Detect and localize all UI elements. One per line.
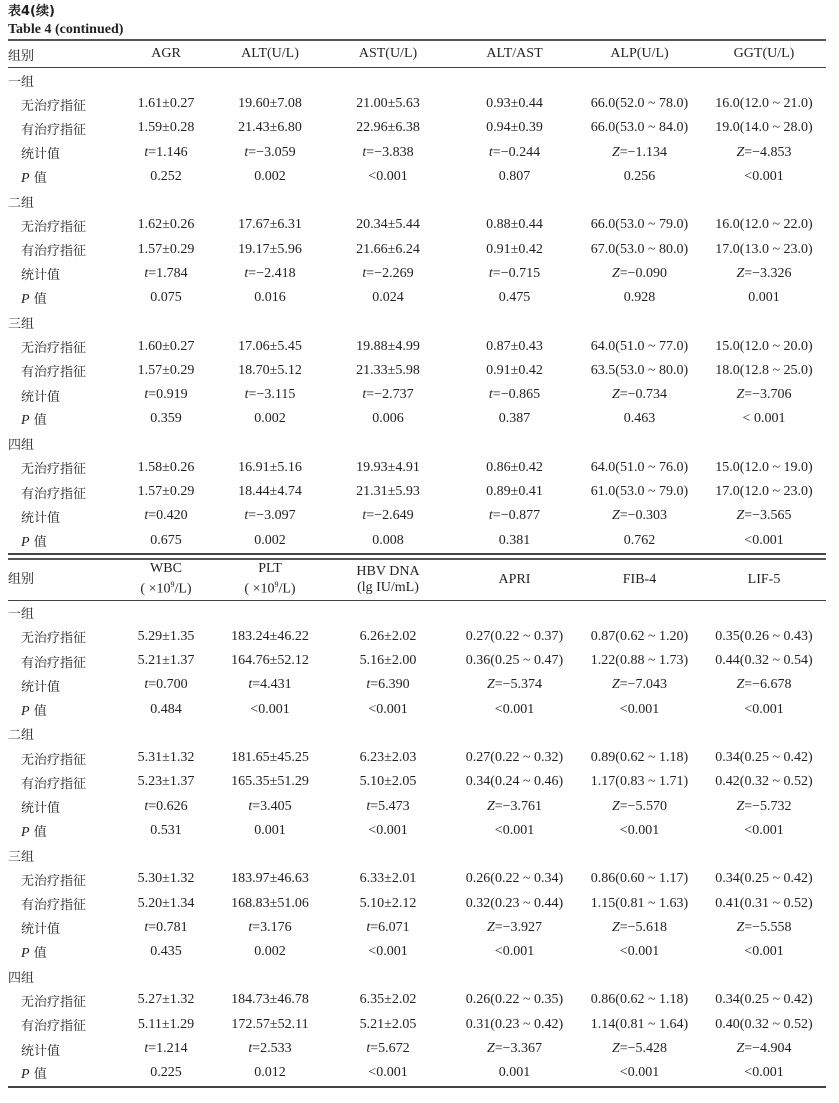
cell: 183.24±46.22 bbox=[231, 628, 309, 644]
group-row bbox=[8, 964, 826, 988]
cell: Z=−5.428 bbox=[611, 1041, 668, 1057]
table-row-indication bbox=[8, 116, 826, 140]
group-label: 二组 bbox=[8, 728, 35, 744]
cell: <0.001 bbox=[702, 528, 826, 553]
cell: Z=−3.761 bbox=[486, 798, 543, 814]
cell: 61.0(53.0 ~ 79.0) bbox=[590, 484, 689, 499]
cell: <0.001 bbox=[324, 1061, 452, 1086]
cell: <0.001 bbox=[368, 701, 408, 717]
row-label: 统计值 bbox=[21, 268, 61, 284]
cell: 5.21±1.37 bbox=[137, 653, 195, 669]
cell: t=−3.838 bbox=[362, 144, 414, 160]
caption-chinese: 表4(续) bbox=[8, 4, 55, 19]
cell: 0.86(0.60 ~ 1.17) bbox=[590, 871, 689, 887]
cell: 0.91±0.42 bbox=[486, 241, 543, 257]
cell: Z=−7.043 bbox=[611, 677, 668, 693]
cell: 17.67±6.31 bbox=[238, 217, 302, 233]
column-header: GGT(U/L) bbox=[702, 40, 826, 68]
cell: <0.001 bbox=[494, 822, 535, 838]
cell: t=5.672 bbox=[366, 1041, 410, 1057]
cell: Z=−3.706 bbox=[736, 387, 792, 403]
table-row-statistic bbox=[8, 504, 826, 528]
table-row-statistic bbox=[8, 1037, 826, 1061]
cell: t=−0.877 bbox=[488, 508, 541, 524]
cell: Z=−6.678 bbox=[736, 677, 792, 693]
row-label: P 值 bbox=[21, 292, 47, 308]
cell: 21.66±6.24 bbox=[356, 241, 420, 257]
cell: 15.0(12.0 ~ 20.0) bbox=[715, 338, 813, 354]
cell: t=0.919 bbox=[144, 387, 188, 403]
cell: 19.0(14.0 ~ 28.0) bbox=[715, 120, 813, 136]
cell: Z=−0.090 bbox=[611, 265, 668, 281]
row-label: 无治疗指征 bbox=[21, 341, 87, 357]
cell: 168.83±51.06 bbox=[231, 895, 309, 911]
cell: 0.008 bbox=[324, 528, 452, 553]
table-row-p-value bbox=[8, 407, 826, 431]
group-row bbox=[8, 310, 826, 334]
cell: 0.88±0.44 bbox=[486, 217, 543, 233]
row-label: 有治疗指征 bbox=[21, 898, 87, 914]
cell: Z=−1.134 bbox=[611, 144, 668, 160]
row-label: 有治疗指征 bbox=[21, 122, 87, 138]
cell: 5.29±1.35 bbox=[137, 628, 195, 644]
cell: 1.57±0.29 bbox=[137, 241, 195, 257]
cell: 17.06±5.45 bbox=[238, 338, 302, 354]
cell: 6.33±2.01 bbox=[359, 871, 417, 887]
cell: 1.59±0.28 bbox=[137, 120, 195, 136]
cell: Z=−5.558 bbox=[736, 919, 792, 935]
table-liver-function bbox=[8, 39, 826, 555]
row-label: P 值 bbox=[21, 824, 47, 840]
cell: t=−2.737 bbox=[362, 387, 414, 403]
cell: 0.91±0.42 bbox=[486, 362, 543, 378]
column-header-lif5: LIF-5 bbox=[702, 559, 826, 601]
cell: Z=−4.853 bbox=[736, 144, 792, 160]
table-row-statistic bbox=[8, 795, 826, 819]
cell: 0.35(0.26 ~ 0.43) bbox=[715, 628, 813, 644]
cell: 22.96±6.38 bbox=[356, 120, 420, 136]
cell: 5.16±2.00 bbox=[359, 653, 417, 669]
cell: 66.0(53.0 ~ 84.0) bbox=[590, 120, 689, 136]
row-label: 统计值 bbox=[21, 147, 61, 163]
cell: 1.22(0.88 ~ 1.73) bbox=[590, 653, 689, 669]
cell: <0.001 bbox=[619, 944, 660, 960]
cell: t=−0.865 bbox=[488, 387, 541, 403]
cell: 5.30±1.32 bbox=[137, 871, 195, 887]
table-row-statistic bbox=[8, 262, 826, 286]
table-row-statistic bbox=[8, 673, 826, 697]
cell: 19.17±5.96 bbox=[238, 241, 302, 257]
table-row-statistic bbox=[8, 141, 826, 165]
cell: t=4.431 bbox=[248, 677, 292, 693]
cell: 0.675 bbox=[116, 528, 216, 553]
cell: 165.35±51.29 bbox=[231, 774, 309, 790]
cell: 16.0(12.0 ~ 21.0) bbox=[715, 96, 813, 112]
table-row-indication bbox=[8, 770, 826, 794]
cell: 0.435 bbox=[150, 944, 182, 960]
cell: t=−3.059 bbox=[244, 144, 296, 160]
cell: t=−3.115 bbox=[244, 387, 296, 403]
row-label: 统计值 bbox=[21, 801, 61, 817]
column-header: AGR bbox=[116, 40, 216, 68]
cell: 63.5(53.0 ~ 80.0) bbox=[590, 362, 689, 378]
row-label: 有治疗指征 bbox=[21, 486, 87, 502]
caption-english: Table 4 (continued) bbox=[8, 22, 124, 37]
row-label: P 值 bbox=[21, 946, 47, 962]
column-header-group: 组别 bbox=[8, 40, 116, 68]
cell: 16.0(12.0 ~ 22.0) bbox=[715, 217, 813, 233]
cell: 5.27±1.32 bbox=[137, 992, 195, 1008]
table-row-indication bbox=[8, 891, 826, 915]
cell: 1.15(0.81 ~ 1.63) bbox=[590, 895, 689, 911]
cell: 18.70±5.12 bbox=[238, 362, 302, 378]
table-row-no-indication bbox=[8, 334, 826, 358]
cell: 19.88±4.99 bbox=[356, 338, 420, 354]
cell: 64.0(51.0 ~ 76.0) bbox=[590, 459, 689, 475]
cell: Z=−3.326 bbox=[736, 265, 792, 281]
cell: 0.484 bbox=[150, 701, 182, 717]
cell: t=−2.269 bbox=[362, 265, 414, 281]
cell: <0.001 bbox=[744, 822, 784, 838]
cell: <0.001 bbox=[494, 944, 535, 960]
group-label: 四组 bbox=[8, 438, 35, 454]
cell: 1.61±0.27 bbox=[137, 96, 195, 112]
cell: Z=−5.374 bbox=[486, 677, 543, 693]
table-body bbox=[8, 68, 826, 554]
cell: t=3.176 bbox=[248, 919, 292, 935]
cell: 0.002 bbox=[254, 944, 286, 960]
column-header-wbc: WBC ( $\times 10^9/L$) bbox=[116, 559, 216, 601]
cell: 0.006 bbox=[372, 411, 404, 427]
cell: 0.27(0.22 ~ 0.32) bbox=[465, 750, 564, 766]
cell: <0.001 bbox=[494, 701, 535, 717]
cell: 17.0(13.0 ~ 23.0) bbox=[715, 241, 813, 257]
row-label: 有治疗指征 bbox=[21, 244, 87, 260]
cell: 64.0(51.0 ~ 77.0) bbox=[590, 338, 689, 354]
cell: 0.94±0.39 bbox=[486, 120, 543, 136]
cell: 0.016 bbox=[254, 290, 286, 306]
cell: t=−0.244 bbox=[488, 144, 541, 160]
cell: 0.252 bbox=[150, 169, 182, 185]
cell: 0.27(0.22 ~ 0.37) bbox=[465, 628, 564, 644]
cell: t=−2.418 bbox=[244, 265, 296, 281]
group-label: 一组 bbox=[8, 607, 35, 623]
cell: Z=−5.618 bbox=[611, 919, 668, 935]
cell: 67.0(53.0 ~ 80.0) bbox=[590, 241, 689, 257]
row-label: 无治疗指征 bbox=[21, 752, 87, 768]
cell: 0.32(0.23 ~ 0.44) bbox=[465, 895, 564, 911]
cell: 1.17(0.83 ~ 1.71) bbox=[590, 774, 689, 790]
cell: t=0.781 bbox=[144, 919, 188, 935]
cell: Z=−3.565 bbox=[736, 508, 792, 524]
cell: Z=−5.732 bbox=[736, 798, 792, 814]
cell: 19.93±4.91 bbox=[356, 459, 420, 475]
cell: 0.34(0.25 ~ 0.42) bbox=[715, 750, 813, 766]
row-label: 统计值 bbox=[21, 510, 61, 526]
cell: 0.002 bbox=[216, 528, 324, 553]
cell: 0.225 bbox=[116, 1061, 216, 1086]
cell: 0.93±0.44 bbox=[486, 96, 543, 112]
cell: 0.531 bbox=[150, 822, 182, 838]
cell: <0.001 bbox=[744, 944, 784, 960]
cell: Z=−3.927 bbox=[486, 919, 543, 935]
table-row-no-indication bbox=[8, 988, 826, 1012]
cell: Z=−3.367 bbox=[486, 1041, 543, 1057]
cell: 0.26(0.22 ~ 0.34) bbox=[465, 871, 564, 887]
cell: 0.928 bbox=[623, 290, 656, 306]
table-row-statistic bbox=[8, 916, 826, 940]
group-row bbox=[8, 432, 826, 456]
table-header-row bbox=[8, 559, 826, 601]
cell: 0.807 bbox=[498, 169, 531, 185]
cell: t=0.626 bbox=[144, 798, 188, 814]
cell: Z=−4.904 bbox=[736, 1041, 792, 1057]
cell: 1.60±0.27 bbox=[137, 338, 195, 354]
column-header-apri: APRI bbox=[452, 559, 577, 601]
group-label: 三组 bbox=[8, 316, 35, 332]
cell: 5.11±1.29 bbox=[137, 1016, 195, 1032]
cell: 0.463 bbox=[623, 411, 656, 427]
table-row-statistic bbox=[8, 383, 826, 407]
cell: 66.0(52.0 ~ 78.0) bbox=[590, 96, 689, 112]
cell: t=0.700 bbox=[144, 677, 188, 693]
cell: 0.024 bbox=[372, 290, 404, 306]
cell: 164.76±52.12 bbox=[231, 653, 309, 669]
column-header-fib4: FIB-4 bbox=[577, 559, 702, 601]
group-row bbox=[8, 600, 826, 625]
cell: < 0.001 bbox=[742, 411, 786, 427]
table-body bbox=[8, 600, 826, 1086]
cell: t=−0.715 bbox=[488, 265, 541, 281]
cell: 0.001 bbox=[748, 290, 780, 306]
cell: t=6.390 bbox=[366, 677, 410, 693]
row-label: 有治疗指征 bbox=[21, 776, 87, 792]
table-row-no-indication bbox=[8, 746, 826, 770]
cell: 0.87±0.43 bbox=[486, 338, 543, 354]
group-row bbox=[8, 189, 826, 213]
row-label: P 值 bbox=[21, 413, 47, 429]
cell: 5.23±1.37 bbox=[137, 774, 195, 790]
cell: 0.31(0.23 ~ 0.42) bbox=[465, 1016, 564, 1032]
cell: 0.26(0.22 ~ 0.35) bbox=[465, 992, 564, 1008]
row-label: 无治疗指征 bbox=[21, 631, 87, 647]
cell: 0.001 bbox=[452, 1061, 577, 1086]
cell: 181.65±45.25 bbox=[231, 750, 309, 766]
row-label: P 值 bbox=[21, 171, 47, 187]
group-label: 二组 bbox=[8, 195, 35, 211]
cell: 0.40(0.32 ~ 0.52) bbox=[715, 1016, 813, 1032]
cell: 0.44(0.32 ~ 0.54) bbox=[715, 653, 813, 669]
cell: 0.001 bbox=[254, 822, 286, 838]
cell: 0.359 bbox=[150, 411, 182, 427]
cell: 0.86±0.42 bbox=[486, 459, 543, 475]
table-row-indication bbox=[8, 480, 826, 504]
cell: Z=−0.734 bbox=[611, 387, 668, 403]
cell: 19.60±7.08 bbox=[238, 96, 302, 112]
cell: t=1.214 bbox=[144, 1041, 188, 1057]
cell: <0.001 bbox=[619, 701, 660, 717]
cell: 0.87(0.62 ~ 1.20) bbox=[590, 628, 689, 644]
cell: t=2.533 bbox=[248, 1041, 292, 1057]
cell: 20.34±5.44 bbox=[356, 217, 420, 233]
table-row-p-value bbox=[8, 698, 826, 722]
cell: 0.34(0.25 ~ 0.42) bbox=[715, 992, 813, 1008]
cell: 17.0(12.0 ~ 23.0) bbox=[715, 484, 813, 499]
group-label: 三组 bbox=[8, 849, 35, 865]
column-header-plt: PLT ( $\times 10^9/L$) bbox=[216, 559, 324, 601]
row-label: 无治疗指征 bbox=[21, 994, 87, 1010]
cell: 1.58±0.26 bbox=[137, 459, 195, 475]
cell: 21.31±5.93 bbox=[356, 484, 420, 499]
group-label: 一组 bbox=[8, 74, 35, 90]
cell: t=−3.097 bbox=[244, 508, 296, 524]
cell: 1.62±0.26 bbox=[137, 217, 195, 233]
cell: 6.35±2.02 bbox=[359, 992, 417, 1008]
row-label: P 值 bbox=[8, 1061, 116, 1086]
cell: <0.001 bbox=[744, 169, 784, 185]
cell: 172.57±52.11 bbox=[231, 1016, 309, 1032]
cell: 5.20±1.34 bbox=[137, 895, 195, 911]
cell: 6.23±2.03 bbox=[359, 750, 417, 766]
group-row bbox=[8, 843, 826, 867]
cell: 21.00±5.63 bbox=[356, 96, 420, 112]
group-row bbox=[8, 68, 826, 93]
cell: 0.002 bbox=[254, 169, 286, 185]
cell: <0.001 bbox=[744, 701, 784, 717]
cell: t=3.405 bbox=[248, 798, 292, 814]
table-row-no-indication bbox=[8, 456, 826, 480]
row-label: P 值 bbox=[21, 703, 47, 719]
table-row-no-indication bbox=[8, 213, 826, 237]
group-row bbox=[8, 722, 826, 746]
cell: <0.001 bbox=[368, 944, 408, 960]
cell: <0.001 bbox=[368, 822, 408, 838]
table-row-indication bbox=[8, 1013, 826, 1037]
table-header-row bbox=[8, 40, 826, 68]
column-header: ALT/AST bbox=[452, 40, 577, 68]
cell: 0.86(0.62 ~ 1.18) bbox=[590, 992, 689, 1008]
row-label: 有治疗指征 bbox=[21, 1019, 87, 1035]
cell: 5.21±2.05 bbox=[359, 1016, 417, 1032]
cell: 0.36(0.25 ~ 0.47) bbox=[465, 653, 564, 669]
column-header-group: 组别 bbox=[8, 559, 116, 601]
table-caption bbox=[0, 0, 839, 39]
table-row-p-value bbox=[8, 286, 826, 310]
cell: 18.44±4.74 bbox=[238, 484, 302, 499]
column-header: AST(U/L) bbox=[324, 40, 452, 68]
cell: <0.001 bbox=[368, 169, 408, 185]
cell: 21.43±6.80 bbox=[238, 120, 302, 136]
cell: 0.762 bbox=[577, 528, 702, 553]
table-row-p-value bbox=[8, 940, 826, 964]
cell: 183.97±46.63 bbox=[231, 871, 309, 887]
cell: t=1.146 bbox=[144, 144, 188, 160]
cell: 15.0(12.0 ~ 19.0) bbox=[715, 459, 813, 475]
column-header: ALT(U/L) bbox=[216, 40, 324, 68]
cell: <0.001 bbox=[702, 1061, 826, 1086]
cell: <0.001 bbox=[619, 822, 660, 838]
cell: 0.89±0.41 bbox=[486, 484, 543, 499]
cell: 5.10±2.05 bbox=[359, 774, 417, 790]
cell: 0.34(0.24 ~ 0.46) bbox=[465, 774, 564, 790]
cell: 0.89(0.62 ~ 1.18) bbox=[590, 750, 689, 766]
cell: 1.57±0.29 bbox=[137, 362, 195, 378]
cell: <0.001 bbox=[577, 1061, 702, 1086]
table-row-no-indication bbox=[8, 92, 826, 116]
table-row-no-indication bbox=[8, 625, 826, 649]
row-label: 无治疗指征 bbox=[21, 98, 87, 114]
cell: 5.31±1.32 bbox=[137, 750, 195, 766]
cell: 5.10±2.12 bbox=[359, 895, 417, 911]
cell: 0.387 bbox=[498, 411, 531, 427]
table-row-indication bbox=[8, 237, 826, 261]
row-label: 统计值 bbox=[21, 1043, 61, 1059]
cell: 0.381 bbox=[452, 528, 577, 553]
cell: 0.34(0.25 ~ 0.42) bbox=[715, 871, 813, 887]
cell: 16.91±5.16 bbox=[238, 459, 302, 475]
group-label: 四组 bbox=[8, 970, 35, 986]
cell: 66.0(53.0 ~ 79.0) bbox=[590, 217, 689, 233]
cell: 0.475 bbox=[498, 290, 531, 306]
cell: 0.41(0.31 ~ 0.52) bbox=[715, 895, 813, 911]
cell: 0.002 bbox=[254, 411, 286, 427]
cell: 0.012 bbox=[216, 1061, 324, 1086]
cell: t=5.473 bbox=[366, 798, 410, 814]
table-row-indication bbox=[8, 359, 826, 383]
row-label: 统计值 bbox=[21, 389, 61, 405]
cell: 0.075 bbox=[150, 290, 182, 306]
row-label: 统计值 bbox=[21, 679, 61, 695]
cell: <0.001 bbox=[250, 701, 290, 717]
cell: 1.14(0.81 ~ 1.64) bbox=[590, 1016, 689, 1032]
cell: 6.26±2.02 bbox=[359, 628, 417, 644]
cell: 0.42(0.32 ~ 0.52) bbox=[715, 774, 813, 790]
cell: Z=−5.570 bbox=[611, 798, 668, 814]
row-label: 无治疗指征 bbox=[21, 219, 87, 235]
column-header: ALP(U/L) bbox=[577, 40, 702, 68]
cell: 184.73±46.78 bbox=[231, 992, 309, 1008]
cell: 18.0(12.8 ~ 25.0) bbox=[715, 362, 813, 378]
row-label: 无治疗指征 bbox=[21, 873, 87, 889]
table-row-p-value bbox=[8, 165, 826, 189]
table-row-indication bbox=[8, 649, 826, 673]
cell: 1.57±0.29 bbox=[137, 484, 195, 499]
row-label: 有治疗指征 bbox=[21, 655, 87, 671]
row-label: P 值 bbox=[8, 528, 116, 553]
table-blood-fibrosis bbox=[8, 558, 826, 1088]
row-label: 有治疗指征 bbox=[21, 365, 87, 381]
cell: t=1.784 bbox=[144, 265, 188, 281]
row-label: 统计值 bbox=[21, 922, 61, 938]
cell: t=0.420 bbox=[144, 508, 188, 524]
table-row-p-value bbox=[8, 819, 826, 843]
cell: t=−2.649 bbox=[362, 508, 414, 524]
table-row-no-indication bbox=[8, 867, 826, 891]
table-row-p-value bbox=[8, 528, 826, 553]
cell: 0.256 bbox=[623, 169, 656, 185]
column-header-hbv-dna: HBV DNA (lg IU/mL) bbox=[324, 559, 452, 601]
cell: Z=−0.303 bbox=[611, 508, 668, 524]
row-label: 无治疗指征 bbox=[21, 462, 87, 478]
table-row-p-value bbox=[8, 1061, 826, 1086]
cell: t=6.071 bbox=[366, 919, 410, 935]
cell: 21.33±5.98 bbox=[356, 362, 420, 378]
